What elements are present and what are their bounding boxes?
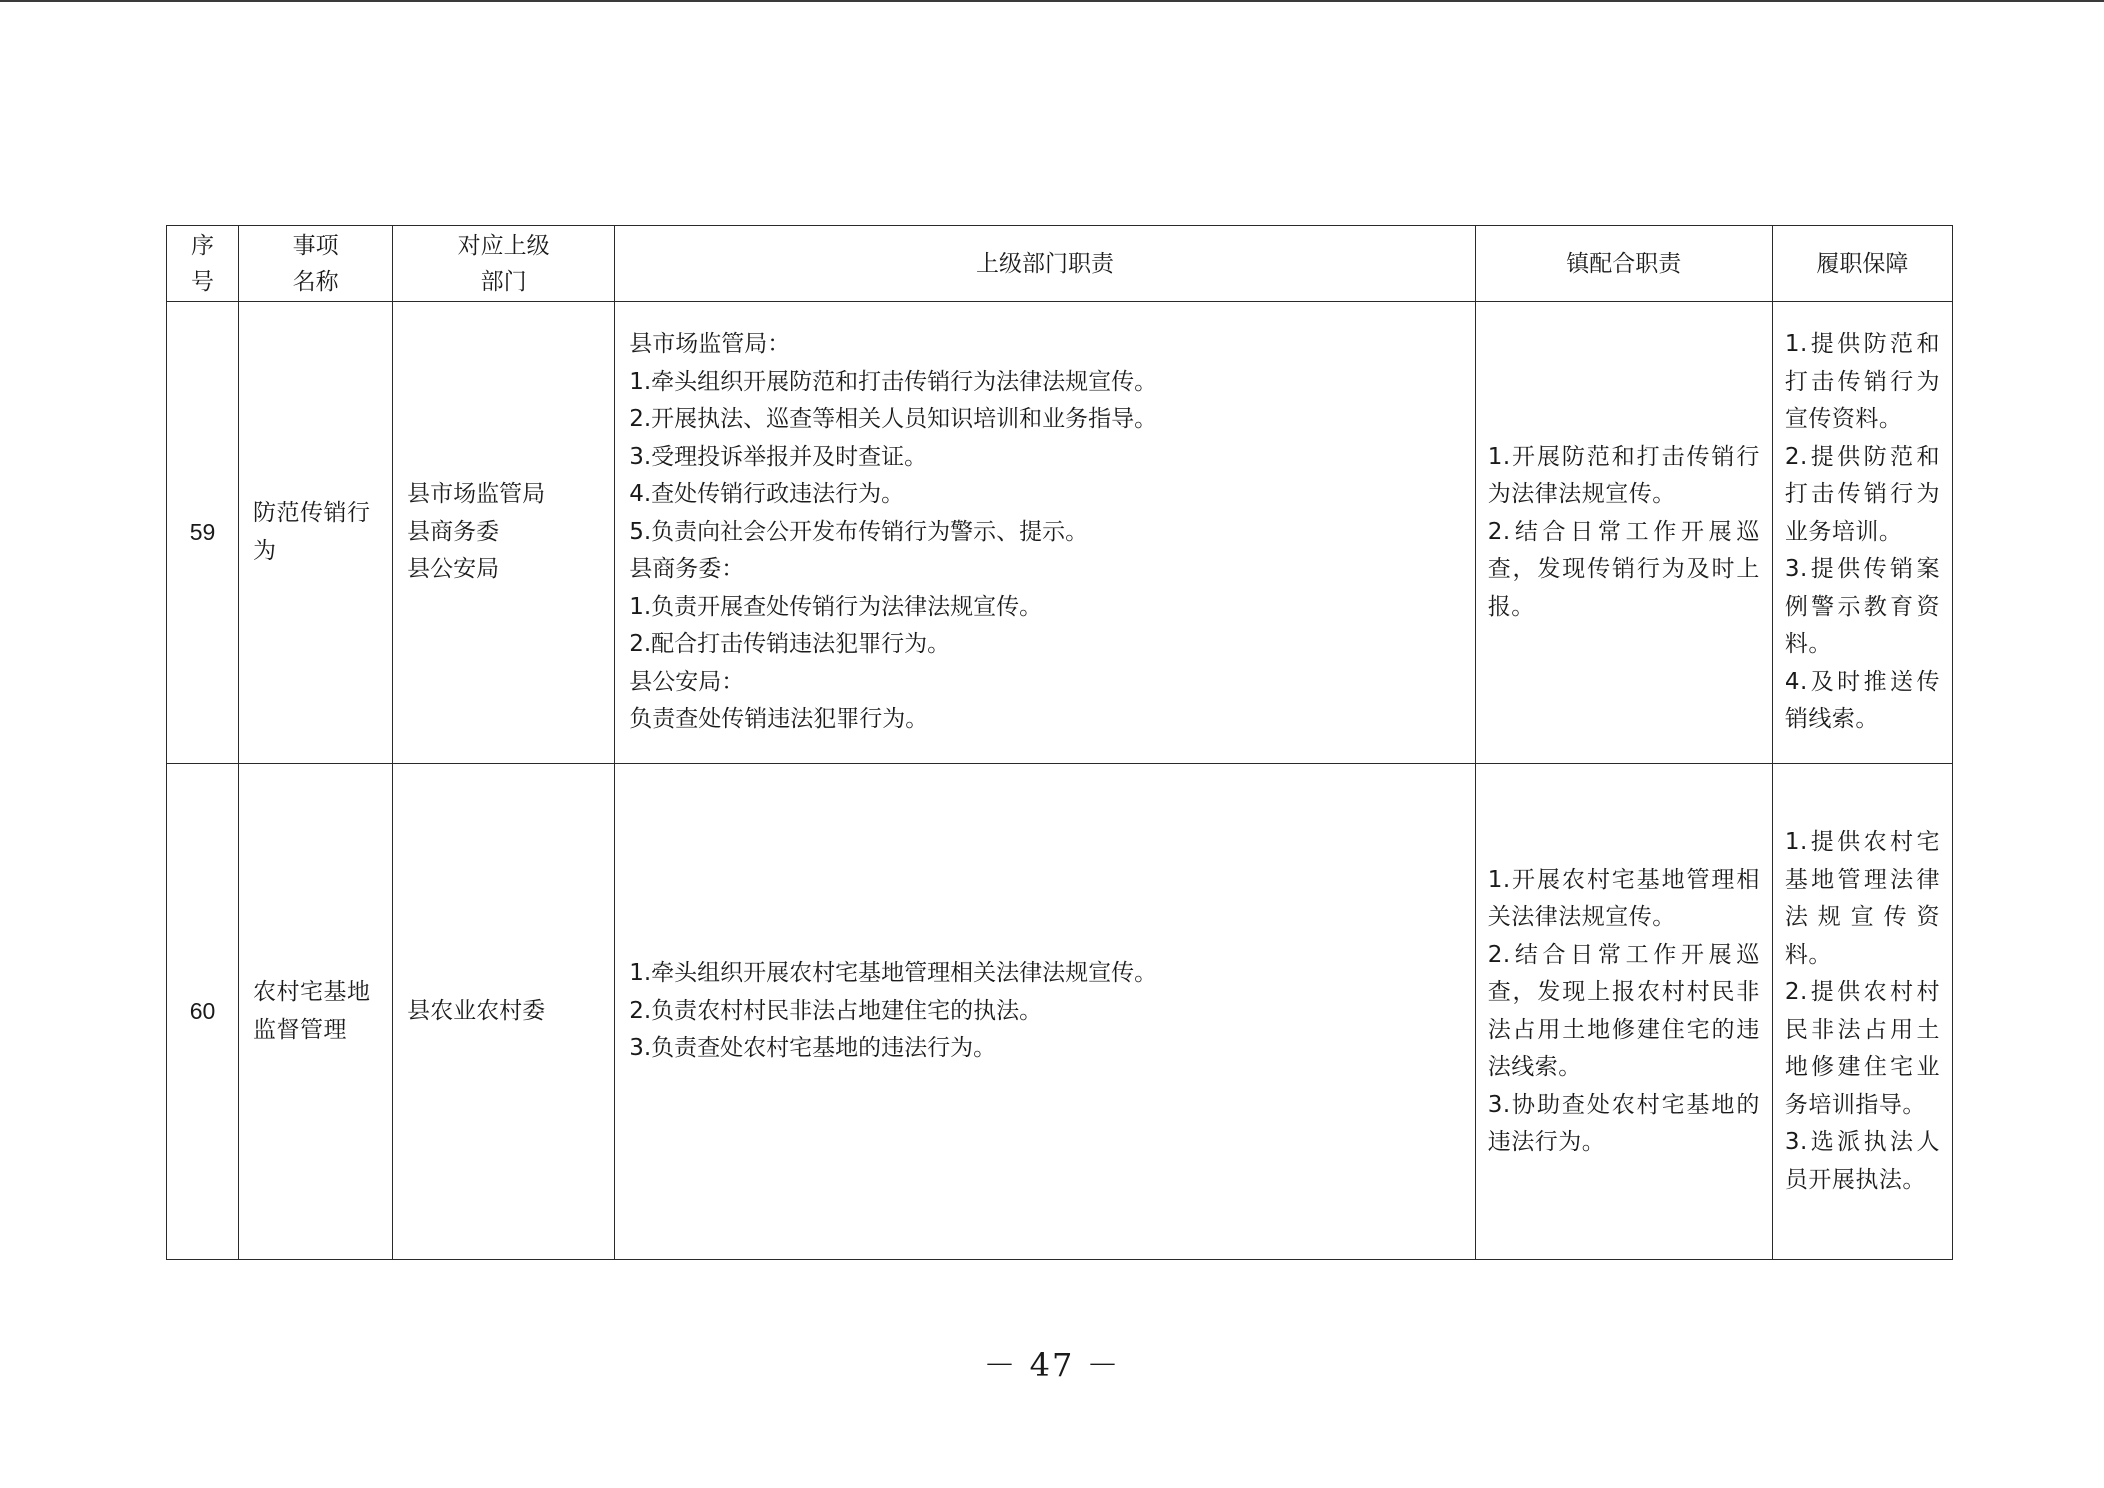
header-dept-line-2: 部门 (480, 268, 527, 295)
town-duty-item: 1.开展防范和打击传销行为法律法规宣传。 (1487, 443, 1760, 508)
duty-line: 3.负责查处农村宅基地的违法行为。 (629, 1035, 997, 1062)
town-duty-list (1475, 764, 1772, 1260)
duty-line: 负责查处传销违法犯罪行为。 (629, 706, 929, 733)
item-name-text: 防范传销行为 (253, 500, 371, 564)
header-dept (393, 226, 615, 302)
town-duty-item: 1.开展农村宅基地管理相关法律法规宣传。 (1487, 866, 1760, 930)
duty-list (615, 764, 1475, 1260)
dept-list (393, 302, 615, 764)
header-no (167, 226, 239, 302)
header-name-line-2: 名称 (292, 268, 339, 295)
town-duty-item: 2.结合日常工作开展巡查，发现上报农村村民非法占用土地修建住宅的违法线索。 (1487, 941, 1760, 1080)
guarantee-item: 1.提供防范和打击传销行为宣传资料。 (1784, 331, 1940, 433)
table-row (167, 302, 1953, 764)
dept-item: 县商务委 (407, 518, 500, 545)
header-no-line-1: 序 (191, 232, 215, 259)
duty-line: 县商务委： (629, 556, 745, 583)
row-number: 59 (167, 302, 239, 764)
duty-list (615, 302, 1475, 764)
town-duty-list (1475, 302, 1772, 764)
item-name-text: 农村宅基地监督管理 (253, 979, 371, 1043)
header-duty: 上级部门职责 (615, 226, 1475, 302)
table-header-row (167, 226, 1953, 302)
dept-item: 县市场监管局 (407, 481, 546, 508)
duty-line: 3.受理投诉举报并及时查证。 (629, 443, 928, 470)
item-name (239, 764, 393, 1260)
dept-item: 县公安局 (407, 556, 500, 583)
header-name-line-1: 事项 (292, 232, 339, 259)
header-dept-line-1: 对应上级 (457, 232, 550, 259)
header-name (239, 226, 393, 302)
page-number: － 47 － (983, 1346, 1121, 1384)
guarantee-item: 2.提供防范和打击传销行为业务培训。 (1784, 443, 1940, 545)
guarantee-list (1772, 764, 1952, 1260)
dept-item: 县农业农村委 (407, 997, 546, 1024)
duty-line: 县市场监管局： (629, 331, 791, 358)
duty-line: 1.牵头组织开展防范和打击传销行为法律法规宣传。 (629, 368, 1158, 395)
duty-line: 2.开展执法、巡查等相关人员知识培训和业务指导。 (629, 406, 1158, 433)
header-guarantee: 履职保障 (1772, 226, 1952, 302)
duty-line: 2.配合打击传销违法犯罪行为。 (629, 631, 951, 658)
guarantee-list (1772, 302, 1952, 764)
table-row (167, 764, 1953, 1260)
duty-line: 1.牵头组织开展农村宅基地管理相关法律法规宣传。 (629, 960, 1158, 987)
duty-line: 2.负责农村村民非法占地建住宅的执法。 (629, 997, 1043, 1024)
guarantee-item: 3.提供传销案例警示教育资料。 (1784, 556, 1940, 658)
top-border-line (0, 0, 2104, 2)
row-number: 60 (167, 764, 239, 1260)
duty-line: 县公安局： (629, 668, 745, 695)
town-duty-item: 3.协助查处农村宅基地的违法行为。 (1487, 1091, 1760, 1155)
guarantee-item: 4.及时推送传销线索。 (1784, 668, 1940, 733)
duty-line: 1.负责开展查处传销行为法律法规宣传。 (629, 593, 1043, 620)
guarantee-item: 1.提供农村宅基地管理法律法规宣传资料。 (1784, 829, 1940, 968)
guarantee-item: 3.选派执法人员开展执法。 (1784, 1129, 1940, 1193)
dept-list (393, 764, 615, 1260)
guarantee-item: 2.提供农村村民非法占用土地修建住宅业务培训指导。 (1784, 979, 1940, 1118)
duty-table (166, 225, 1953, 1260)
item-name (239, 302, 393, 764)
header-town: 镇配合职责 (1475, 226, 1772, 302)
town-duty-item: 2.结合日常工作开展巡查，发现传销行为及时上报。 (1487, 518, 1760, 620)
header-no-line-2: 号 (191, 268, 215, 295)
duty-line: 4.查处传销行政违法行为。 (629, 481, 905, 508)
duty-line: 5.负责向社会公开发布传销行为警示、提示。 (629, 518, 1089, 545)
